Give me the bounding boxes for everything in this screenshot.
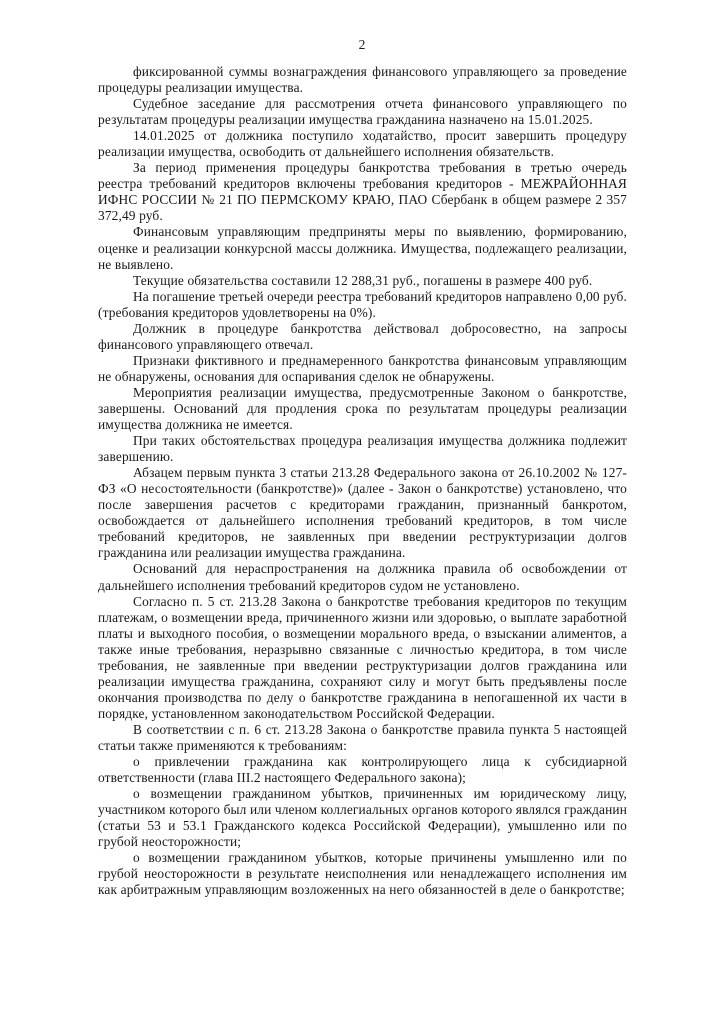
paragraph: При таких обстоятельствах процедура реализация имущества должника подлежит завершению. — [98, 433, 627, 465]
paragraph: В соответствии с п. 6 ст. 213.28 Закона о банкротстве правила пункта 5 настоящей статьи также применяются к требованиям: — [98, 721, 627, 753]
paragraph: Признаки фиктивного и преднамеренного банкротства финансовым управляющим не обнаружены, основания для оспаривания сделок не обнаружены. — [98, 352, 627, 384]
paragraph: Оснований для нераспространения на должника правила об освобождении от дальнейшего исполнения требований кредиторов судом не установлено. — [98, 561, 627, 593]
paragraph: За период применения процедуры банкротства требования в третью очередь реестра требований кредиторов включены требования кредиторов - МЕЖРАЙОННАЯ ИФНС РОССИИ № 21 ПО ПЕРМСКОМУ КРАЮ, ПАО Сбербанк в общем размере 2 357 372,49 руб. — [98, 160, 627, 224]
paragraph: Судебное заседание для рассмотрения отчета финансового управляющего по результатам процедуры реализации имущества гражданина назначено на 15.01.2025. — [98, 96, 627, 128]
page-number: 2 — [358, 37, 366, 52]
paragraph: Должник в процедуре банкротства действовал добросовестно, на запросы финансового управляющего отвечал. — [98, 320, 627, 352]
document-body — [98, 64, 627, 898]
paragraph: Текущие обязательства составили 12 288,31 руб., погашены в размере 400 руб. — [133, 272, 593, 288]
paragraph: о возмещении гражданином убытков, причиненных им юридическому лицу, участником которого был или членом коллегиальных органов которого являлся гражданин (статьи 53 и 53.1 Гражданского кодекса Российской Федерации), умышленно или по грубой неосторожности; — [98, 786, 627, 850]
paragraph: о возмещении гражданином убытков, которые причинены умышленно или по грубой неосторожности в результате неисполнения или ненадлежащего исполнения им как арбитражным управляющим возложенных на него обязанностей в деле о банкротстве; — [98, 850, 627, 898]
paragraph: о привлечении гражданина как контролирующего лица к субсидиарной ответственности (глава III.2 настоящего Федерального закона); — [98, 754, 627, 786]
paragraph: На погашение третьей очереди реестра требований кредиторов направлено 0,00 руб. (требования кредиторов удовлетворены на 0%). — [98, 288, 627, 320]
paragraph: Абзацем первым пункта 3 статьи 213.28 Федерального закона от 26.10.2002 № 127-ФЗ «О несостоятельности (банкротстве)» (далее - Закон о банкротстве) установлено, что после завершения расчетов с кредиторами гражданин, признанный банкротом, освобождается от дальнейшего исполнения требований кредиторов, в том числе требований кредиторов, не заявленных при введении реструктуризации долгов гражданина или реализации имущества гражданина. — [98, 465, 627, 561]
paragraph: Финансовым управляющим предприняты меры по выявлению, формированию, оценке и реализации конкурсной массы должника. Имущества, подлежащего реализации, не выявлено. — [98, 224, 627, 272]
paragraph: Мероприятия реализации имущества, предусмотренные Законом о банкротстве, завершены. Оснований для продления срока по результатам процедуры реализации имущества должника не имеется. — [98, 384, 627, 433]
paragraph: фиксированной суммы вознаграждения финансового управляющего за проведение процедуры реализации имущества. — [98, 64, 627, 96]
paragraph: Согласно п. 5 ст. 213.28 Закона о банкротстве требования кредиторов по текущим платежам, о возмещении вреда, причиненного жизни или здоровью, о выплате заработной платы и выходного пособия, о возмещении морального вреда, о взыскании алиментов, а также иные требования, неразрывно связанные с личностью кредитора, в том числе требования, не заявленные при введении реструктуризации долгов гражданина или реализации имущества гражданина, сохраняют силу и могут быть предъявлены после окончания производства по делу о банкротстве гражданина в непогашенной их части в порядке, установленном законодательством Российской Федерации. — [98, 593, 627, 721]
paragraph: 14.01.2025 от должника поступило ходатайство, просит завершить процедуру реализации имущества, освободить от дальнейшего исполнения обязательств. — [98, 128, 627, 160]
